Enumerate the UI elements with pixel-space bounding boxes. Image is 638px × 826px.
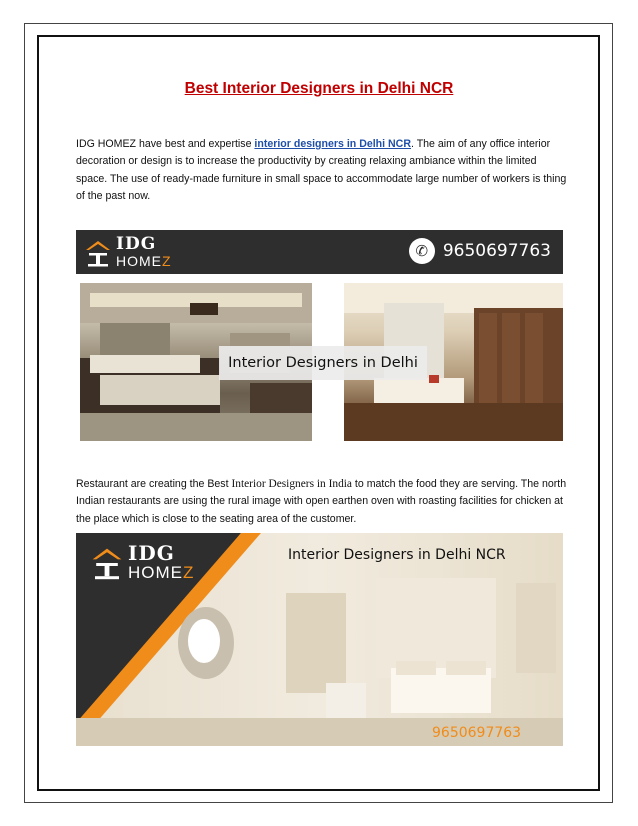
- logo-text-home-2: HOME: [128, 563, 183, 582]
- idg-homez-logo: [84, 236, 172, 268]
- logo-text-z-2: Z: [183, 563, 195, 582]
- intro-text-start: IDG HOMEZ have best and expertise: [76, 138, 255, 150]
- whatsapp-phone-icon: ✆: [409, 238, 435, 264]
- phone-number: 9650697763: [442, 241, 551, 261]
- intro-paragraph: [76, 136, 568, 206]
- intro-text-end: . The aim of any office interior decoration or design is to increase the productivity by creating relaxing ambiance within the limited space. The use of ready-made furniture in small space to accommodate large number of workers is thing of the past now.: [76, 138, 567, 203]
- banner-header-bar: [76, 230, 563, 274]
- banner-interior-designers-delhi-ncr: [76, 533, 563, 746]
- restaurant-text-end: to match the food they are serving. The north Indian restaurants are using the rural image with open earthen oven with roasting facilities for chicken at the place which is close to the seating area of the customer.: [76, 478, 567, 525]
- idg-homez-logo-2: [90, 543, 194, 581]
- restaurant-text-start: Restaurant are creating the Best: [76, 478, 232, 490]
- restaurant-paragraph: [76, 476, 568, 528]
- interior-designers-india-text: Interior Designers in India: [231, 478, 352, 490]
- banner2-phone-number: 9650697763: [432, 725, 522, 741]
- banner-interior-designers-delhi: [76, 230, 563, 442]
- logo-text-z: Z: [162, 253, 172, 269]
- house-logo-icon: [90, 545, 124, 579]
- logo-text-home: HOME: [116, 253, 162, 269]
- page-title: Best Interior Designers in Delhi NCR: [184, 80, 454, 97]
- overlay-caption: Interior Designers in Delhi: [219, 346, 427, 380]
- phone-contact: [409, 238, 551, 264]
- house-logo-icon: [84, 238, 112, 266]
- logo-text-idg: IDG: [116, 234, 157, 254]
- logo-text-idg-2: IDG: [128, 541, 175, 565]
- interior-designers-link[interactable]: interior designers in Delhi NCR: [254, 138, 411, 150]
- banner2-title: Interior Designers in Delhi NCR: [288, 547, 506, 563]
